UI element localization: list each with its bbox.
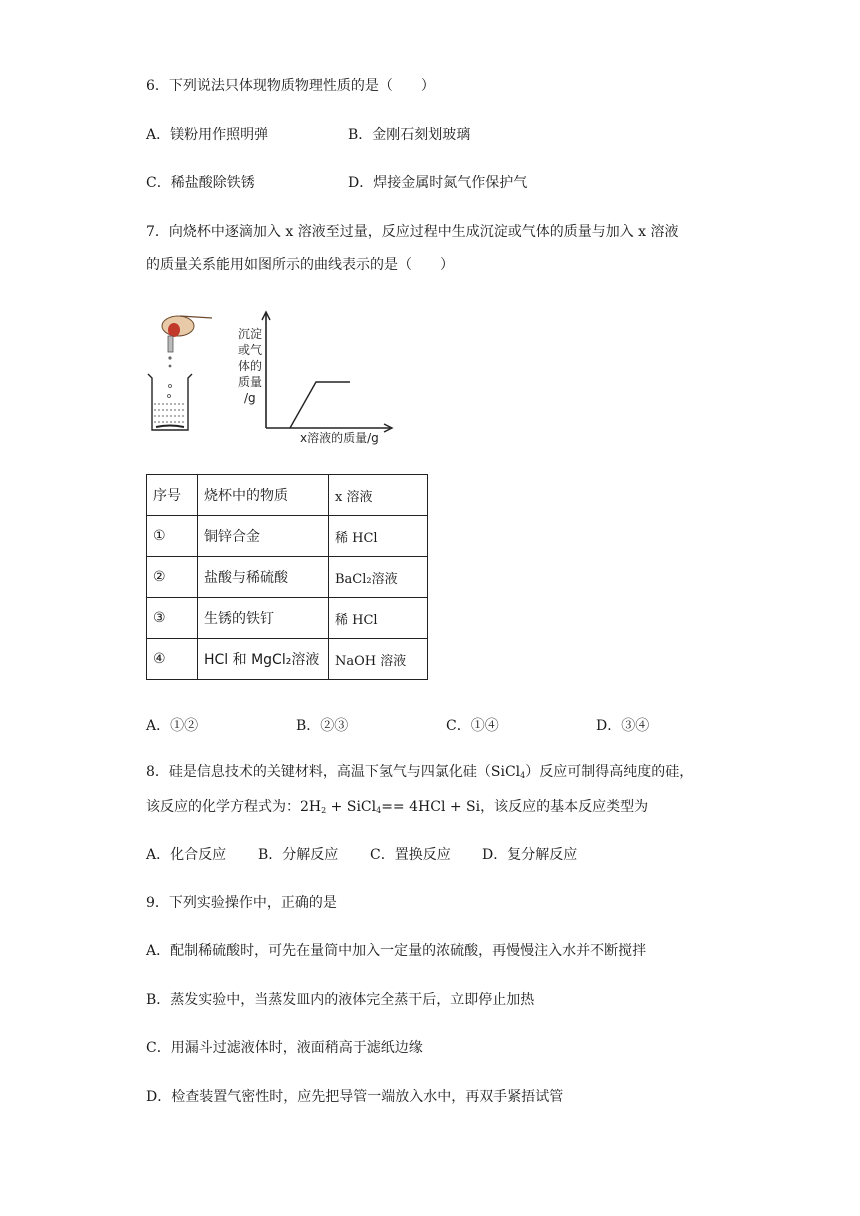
x-axis-label: x溶液的质量/g [300, 431, 379, 445]
graph-curve [290, 382, 350, 428]
graph-axes [262, 312, 392, 432]
q6-option-a[interactable]: A．镁粉用作照明弹 [146, 127, 269, 143]
q8-stem-line2: 该反应的化学方程式为：$2H_2$ + SiCl$_4$== 4HCl + Si，该反应的基本反应类型为 [146, 799, 649, 815]
table-header-cell: 序号 [147, 475, 198, 516]
q7-figure-svg [140, 300, 400, 450]
table-cell: HCl 和 MgCl₂溶液 [198, 639, 329, 680]
y-axis-label [238, 326, 262, 405]
ylabel-line-2: 或气 [238, 343, 263, 357]
q6-option-d[interactable]: D．焊接金属时氮气作保护气 [348, 175, 528, 191]
table-cell: ③ [147, 598, 198, 639]
table-row [147, 639, 428, 680]
table-header-cell: x 溶液 [329, 475, 428, 516]
dropper-hand-icon [162, 316, 212, 367]
table-cell: 生锈的铁钉 [198, 598, 329, 639]
table-cell: ① [147, 516, 198, 557]
table-cell: BaCl₂溶液 [329, 557, 428, 598]
q8-option-c[interactable]: C．置换反应 [370, 847, 451, 863]
q7-stem-line2: 的质量关系能用如图所示的曲线表示的是（ ） [146, 257, 454, 273]
q9-option-c[interactable]: C．用漏斗过滤液体时，液面稍高于滤纸边缘 [146, 1040, 423, 1056]
table-cell: 盐酸与稀硫酸 [198, 557, 329, 598]
q7-stem-line1: 7．向烧杯中逐滴加入 x 溶液至过量，反应过程中生成沉淀或气体的质量与加入 x 溶液 [146, 224, 679, 240]
q7-option-b[interactable]: B．②③ [296, 718, 349, 734]
q7-option-d[interactable]: D．③④ [596, 718, 650, 734]
table-row [147, 557, 428, 598]
table-header-row [147, 475, 428, 516]
q8-option-a[interactable]: A．化合反应 [146, 847, 227, 863]
q9-stem: 9．下列实验操作中，正确的是 [146, 895, 337, 911]
q6-stem: 6．下列说法只体现物质物理性质的是（ ） [146, 78, 435, 94]
q6-option-c[interactable]: C．稀盐酸除铁锈 [146, 175, 255, 191]
q9-option-a[interactable]: A．配制稀硫酸时，可先在量筒中加入一定量的浓硫酸，再慢慢注入水并不断搅拌 [146, 943, 647, 959]
ylabel-line-4: 质量 [238, 375, 263, 389]
q7-table [146, 474, 428, 680]
table-row [147, 598, 428, 639]
table-cell: ② [147, 557, 198, 598]
q8-stem-line1: 8．硅是信息技术的关键材料，高温下氢气与四氯化硅（SiCl$_4$）反应可制得高纯度的硅， [146, 764, 694, 780]
ylabel-line-5: /g [244, 391, 256, 405]
q8-option-d[interactable]: D．复分解反应 [482, 847, 578, 863]
q8-option-b[interactable]: B．分解反应 [258, 847, 339, 863]
q7-figure [140, 300, 400, 454]
q7-option-a[interactable]: A．①② [146, 718, 199, 734]
table-cell: ④ [147, 639, 198, 680]
table-header-cell: 烧杯中的物质 [198, 475, 329, 516]
ylabel-line-1: 沉淀 [238, 327, 263, 341]
beaker-icon [148, 374, 192, 430]
table-row [147, 516, 428, 557]
q7-option-c[interactable]: C．①④ [446, 718, 499, 734]
table-cell: 铜锌合金 [198, 516, 329, 557]
q9-option-d[interactable]: D．检查装置气密性时，应先把导管一端放入水中，再双手紧捂试管 [146, 1089, 564, 1105]
q6-option-b[interactable]: B．金刚石刻划玻璃 [348, 127, 471, 143]
ylabel-line-3: 体的 [238, 359, 263, 373]
q9-option-b[interactable]: B．蒸发实验中，当蒸发皿内的液体完全蒸干后，立即停止加热 [146, 992, 535, 1008]
table-cell: 稀 HCl [329, 516, 428, 557]
table-cell: 稀 HCl [329, 598, 428, 639]
table-cell: NaOH 溶液 [329, 639, 428, 680]
